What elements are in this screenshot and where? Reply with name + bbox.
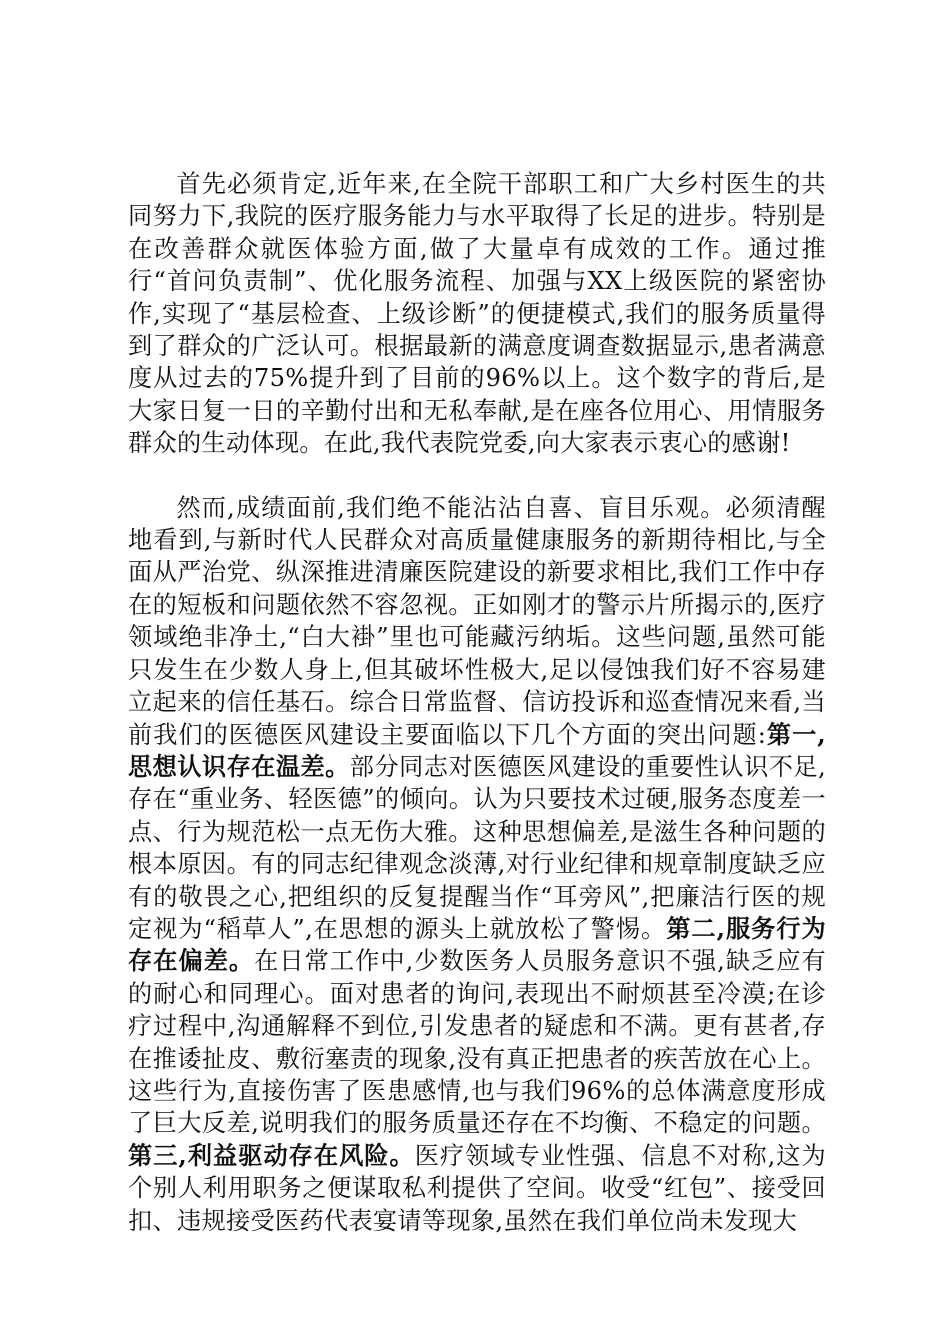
text-run: 首先必须肯定,近年来,在全院干部职工和广大乡村医生的共同努力下,我院的医疗服务能力与水平取得了长足的进步。特别是在改善群众就医体验方面,做了大量卓有成效的工作。通过推行“首问负责制”、优化服务流程、加强与XX上级医院的紧密协作,实现了“基层检查、上级诊断”的便捷模式,我们的服务质量得到了群众的广泛认可。根据最新的满意度调查数据显示,患者满意度从过去的75%提升到了目前的96%以上。这个数字的背后,是大家日复一日的辛勤付出和无私奉献,是在座各位用心、用情服务群众的生动体现。在此,我代表院党委,向大家表示衷心的感谢! bbox=[128, 170, 826, 458]
text-run: 在日常工作中,少数医务人员服务意识不强,缺乏应有的耐心和同理心。面对患者的询问,表现出不耐烦甚至冷漠;在诊疗过程中,沟通解释不到位,引发患者的疑虑和不满。更有甚者,存在推诿扯皮、敷衍塞责的现象,没有真正把患者的疾苦放在心上。这些行为,直接伤害了医患感情,也与我们96%的总体满意度形成了巨大反差,说明我们的服务质量还存在不均衡、不稳定的问题。 bbox=[128, 947, 826, 1138]
heading-second-issue: 第二,服务行为存在偏差。 bbox=[128, 913, 826, 976]
heading-third-issue: 第三,利益驱动存在风险。 bbox=[128, 1140, 415, 1170]
paragraph-achievements bbox=[128, 168, 826, 460]
text-run: 部分同志对医德医风建设的重要性认识不足,存在“重业务、轻医德”的倾向。认为只要技术过硬,服务态度差一点、行为规范松一点无伤大雅。这种思想偏差,是滋生各种问题的根本原因。有的同志纪律观念淡薄,对行业纪律和规章制度缺乏应有的敬畏之心,把组织的反复提醒当作“耳旁风”,把廉洁行医的规定视为“稻草人”,在思想的源头上就放松了警惕。 bbox=[128, 752, 826, 943]
heading-first-issue: 第一,思想认识存在温差。 bbox=[128, 719, 827, 781]
paragraph-problems bbox=[128, 492, 826, 1237]
text-run: 医疗领域专业性强、信息不对称,这为个别人利用职务之便谋取私利提供了空间。收受“红包”、接受回扣、违规接受医药代表宴请等现象,虽然在我们单位尚未发现大 bbox=[128, 1141, 826, 1235]
document-body bbox=[128, 168, 826, 1237]
text-run: 然而,成绩面前,我们绝不能沾沾自喜、盲目乐观。必须清醒地看到,与新时代人民群众对高质量健康服务的新期待相比,与全面从严治党、纵深推进清廉医院建设的新要求相比,我们工作中存在的短板和问题依然不容忽视。正如刚才的警示片所揭示的,医疗领域绝非净土,“白大褂”里也可能藏污纳垢。这些问题,虽然可能只发生在少数人身上,但其破坏性极大,足以侵蚀我们好不容易建立起来的信任基石。综合日常监督、信访投诉和巡查情况来看,当前我们的医德医风建设主要面临以下几个方面的突出问题: bbox=[128, 493, 826, 749]
